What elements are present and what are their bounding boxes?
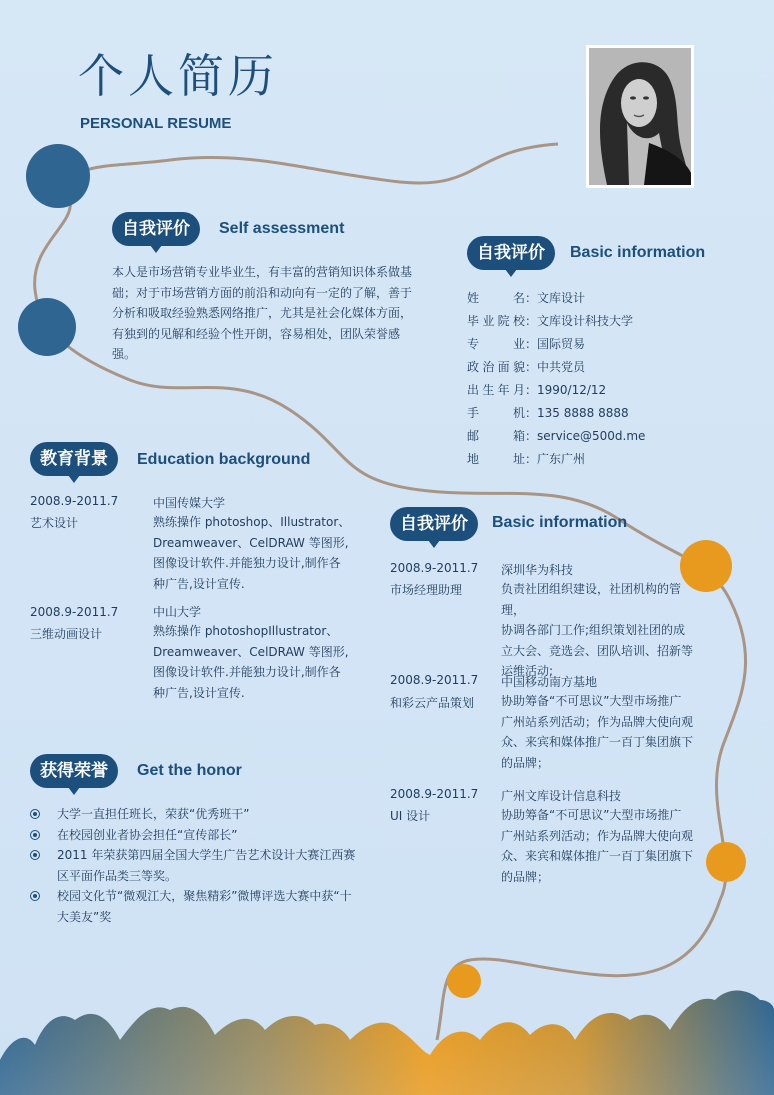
orange-dot-2: [706, 842, 746, 882]
info-row-birth: 出生年月：1990/12/12: [467, 383, 607, 397]
work-date: 2008.9-2011.7: [390, 673, 479, 687]
work-description: 协助筹备“不可思议”大型市场推广 广州站系列活动；作为品牌大使向观 众、来宾和媒体推广一百丁集团旗下 的品牌；: [501, 694, 694, 770]
work-date: 2008.9-2011.7: [390, 787, 479, 801]
profile-photo: [586, 45, 694, 188]
self-assessment-badge: 自我评价: [112, 212, 200, 246]
work-title: Basic information: [492, 514, 628, 531]
work-description: 负责社团组织建设，社团机构的管理， 协调各部门工作;组织策划社团的成 立大会、竞选会、团队培训、招新等 运维活动;: [501, 582, 694, 678]
honor-item: 大学一直担任班长，荣获“优秀班干”: [30, 804, 249, 825]
self-assessment-line: 分析和吸取经验熟悉网络推广，尤其是社会化媒体方面，: [112, 306, 413, 320]
work-role: 和彩云产品策划: [390, 696, 475, 710]
honor-item: 2011 年荣获第四届全国大学生广告艺术设计大赛江西赛 区平面作品类三等奖。: [30, 845, 355, 886]
honor-title: Get the honor: [137, 762, 242, 779]
page-subtitle: PERSONAL RESUME: [80, 115, 232, 132]
work-description: 协助筹备“不可思议”大型市场推广 广州站系列活动；作为品牌大使向观 众、来宾和媒体推广一百丁集团旗下 的品牌；: [501, 808, 694, 884]
portrait-image: [589, 48, 691, 185]
info-row-school: 毕业院校：文库设计科技大学: [467, 314, 634, 328]
edu-major: 三维动画设计: [30, 627, 103, 641]
info-row-politics: 政治面貌：中共党员: [467, 360, 586, 374]
info-row-address: 地址：广东广州: [467, 452, 586, 466]
bullet-icon: [30, 830, 40, 840]
page-title: 个人简历: [78, 49, 278, 103]
education-badge: 教育背景: [30, 442, 118, 476]
education-title: Education background: [137, 451, 311, 468]
blue-dot-2: [18, 298, 76, 356]
blue-dot-1: [26, 144, 90, 208]
basic-info-title: Basic information: [570, 244, 706, 261]
self-assessment-line: 础；对于市场营销方面的前沿和动向有一定的了解，善于: [112, 285, 413, 300]
honor-item: 在校园创业者协会担任“宣传部长”: [30, 825, 237, 846]
info-row-major: 专业：国际贸易: [467, 337, 586, 351]
work-role: 市场经理助理: [390, 583, 463, 597]
self-assessment-line: 本人是市场营销专业毕业生，有丰富的营销知识体系做基: [112, 265, 413, 279]
edu-description: 熟练操作 photoshopIllustrator、 Dreamweaver、CelDRAW 等图形, 图像设计软件.并能独力设计,制作各 种广告,设计宣传.: [153, 624, 349, 700]
info-row-email: 邮箱：service@500d.me: [467, 429, 646, 443]
info-row-name: 姓名：文库设计: [467, 291, 586, 305]
bullet-icon: [30, 809, 40, 819]
work-date: 2008.9-2011.7: [390, 561, 479, 575]
honor-badge: 获得荣誉: [30, 754, 118, 788]
edu-major: 艺术设计: [30, 516, 79, 530]
info-row-phone: 手机：135 8888 8888: [467, 406, 629, 420]
honor-item: 校园文化节“微观江大，聚焦精彩”微博评选大赛中获“十 大美友”奖: [30, 886, 352, 927]
work-company: 广州文库设计信息科技: [501, 789, 622, 803]
bullet-icon: [30, 850, 40, 860]
edu-school: 中山大学: [153, 605, 202, 619]
work-role: UI 设计: [390, 809, 431, 823]
basic-info-badge: 自我评价: [467, 236, 555, 270]
self-assessment-title: Self assessment: [219, 220, 345, 237]
orange-dot-3: [447, 964, 481, 998]
edu-description: 熟练操作 photoshop、Illustrator、 Dreamweaver、CelDRAW 等图形, 图像设计软件.并能独力设计,制作各 种广告,设计宣传.: [153, 515, 351, 591]
self-assessment-line: 有独到的见解和经验个性开朗，容易相处，团队荣誉感强。: [112, 326, 401, 361]
self-assessment-text: [112, 262, 412, 365]
work-badge: 自我评价: [390, 507, 478, 541]
edu-date: 2008.9-2011.7: [30, 605, 119, 619]
edu-school: 中国传媒大学: [153, 496, 226, 510]
work-company: 中国移动南方基地: [501, 675, 598, 689]
work-company: 深圳华为科技: [501, 563, 574, 577]
edu-date: 2008.9-2011.7: [30, 494, 119, 508]
bullet-icon: [30, 891, 40, 901]
